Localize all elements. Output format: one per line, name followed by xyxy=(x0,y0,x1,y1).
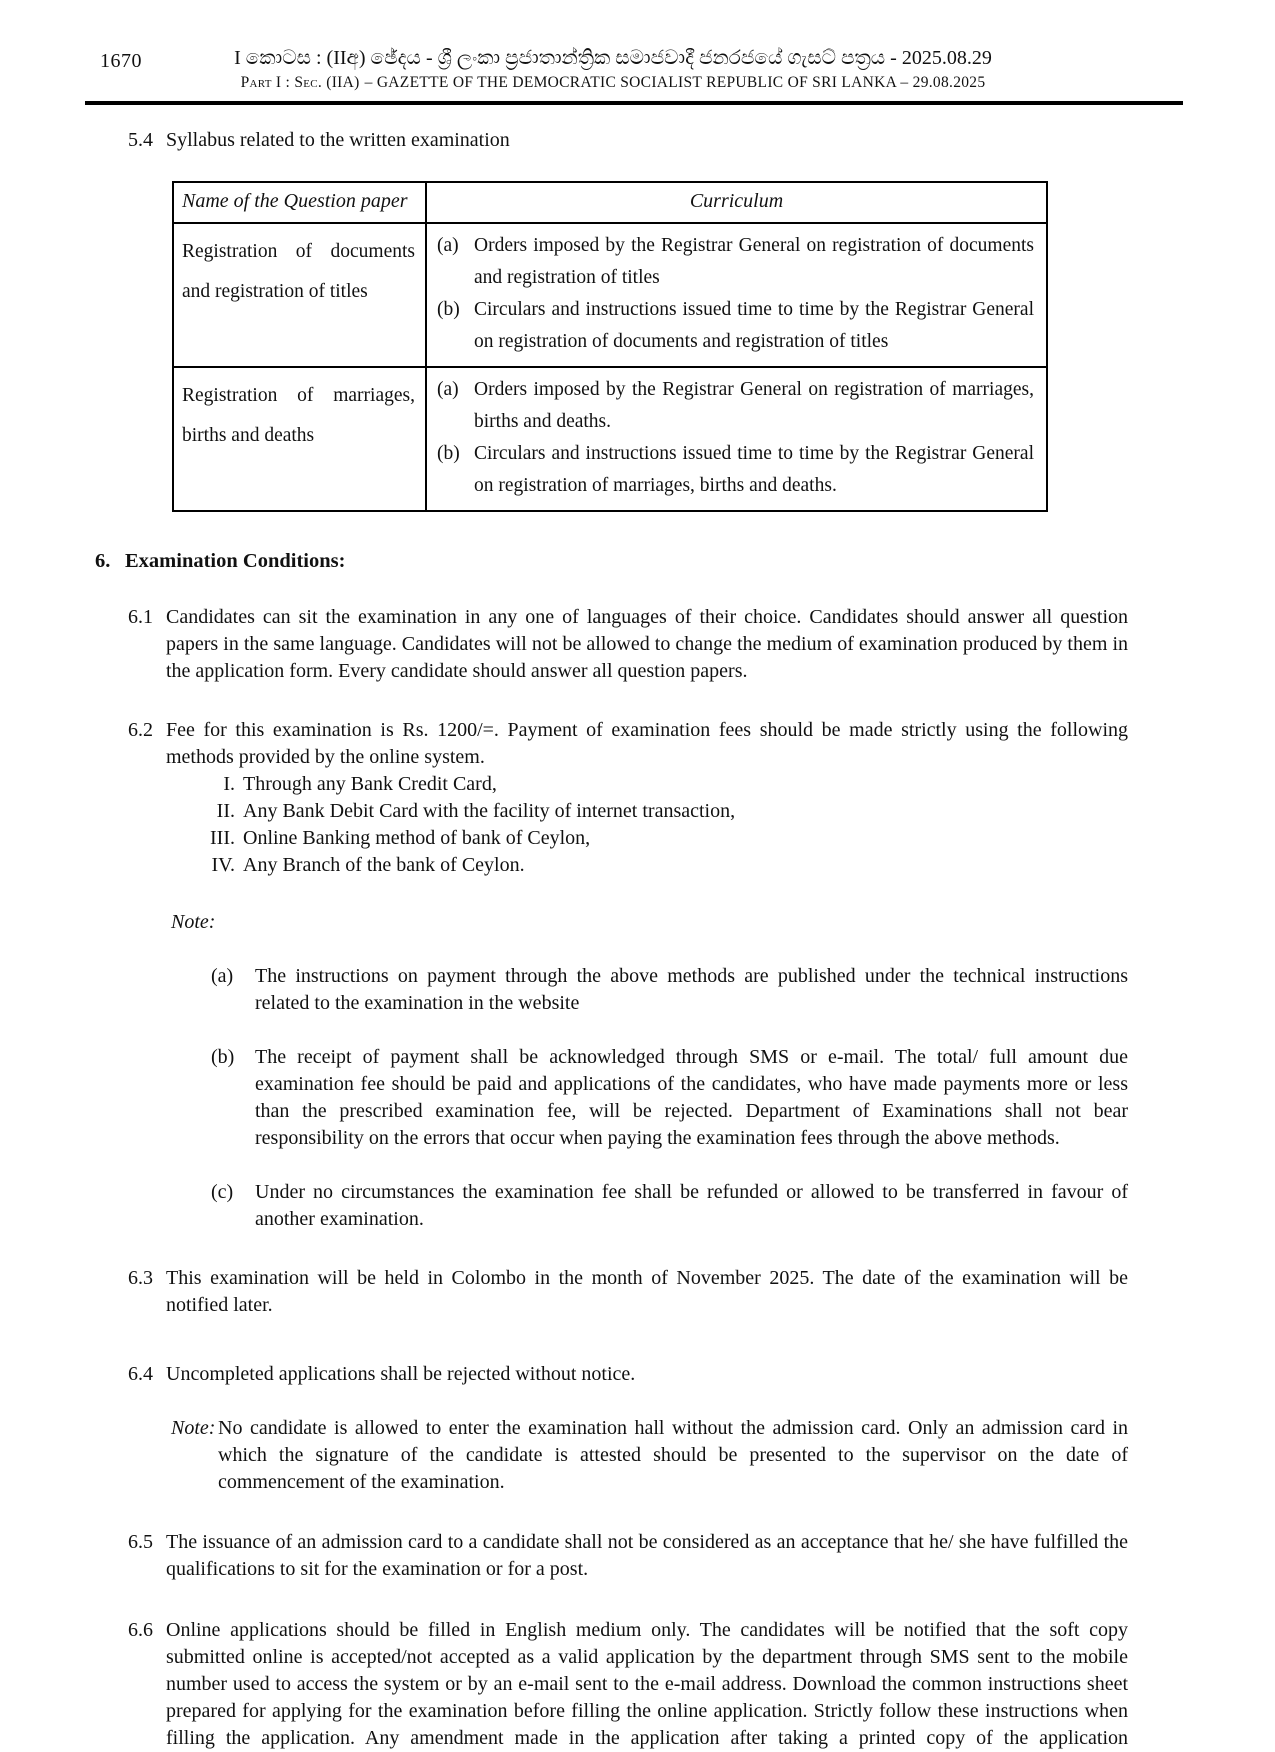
item-label: (a) xyxy=(437,235,459,256)
note-item-c xyxy=(98,1179,1128,1233)
item-label: (b) xyxy=(437,299,460,320)
clause-number: 6.6 xyxy=(128,1619,153,1641)
header-title-english xyxy=(98,72,1128,94)
item-label: (b) xyxy=(211,1046,235,1068)
method-text: Through any Bank Credit Card, xyxy=(243,773,497,795)
item-label: (a) xyxy=(437,379,459,400)
paper-name-cell: Registration of marriages, births and deaths xyxy=(173,367,426,511)
note-item-b xyxy=(98,1044,1128,1152)
curriculum-item xyxy=(437,374,1034,438)
roman-numeral: I. xyxy=(223,773,235,795)
item-text: Orders imposed by the Registrar General on registration of documents and registration of titles xyxy=(474,235,1034,288)
section-title: Syllabus related to the written examination xyxy=(166,129,510,151)
clause-text: This examination will be held in Colombo in the month of November 2025. The date of the examination will be notified later. xyxy=(166,1267,1128,1316)
clause-6-5 xyxy=(98,1529,1128,1583)
item-text: Orders imposed by the Registrar General on registration of marriages, births and deaths. xyxy=(474,379,1034,432)
section-6-heading xyxy=(95,548,1128,575)
clause-number: 6.5 xyxy=(128,1531,153,1553)
column-header-curriculum: Curriculum xyxy=(426,182,1047,223)
roman-numeral: III. xyxy=(210,827,235,849)
column-header-paper: Name of the Question paper xyxy=(173,182,426,223)
curriculum-item xyxy=(437,294,1034,358)
item-label: (a) xyxy=(211,965,234,987)
payment-method-item xyxy=(98,771,1128,798)
note-item-a xyxy=(98,963,1128,1017)
header-title-english-part: Part I : Sec. (IIA) xyxy=(240,74,360,91)
method-text: Online Banking method of bank of Ceylon, xyxy=(243,827,591,849)
item-label: (b) xyxy=(437,443,460,464)
curriculum-cell xyxy=(426,223,1047,367)
clause-6-4 xyxy=(98,1361,1128,1388)
clause-number: 6.4 xyxy=(128,1363,153,1385)
section-5-4-heading xyxy=(98,127,1128,154)
curriculum-cell xyxy=(426,367,1047,511)
clause-6-1 xyxy=(98,604,1128,685)
syllabus-table xyxy=(172,181,1048,512)
table-row xyxy=(173,367,1047,511)
note-heading: Note: xyxy=(171,911,216,933)
item-text: Under no circumstances the examination fee shall be refunded or allowed to be transferred in favour of another examination. xyxy=(255,1181,1128,1230)
roman-numeral: IV. xyxy=(211,854,235,876)
header-rule xyxy=(85,101,1183,105)
item-text: The receipt of payment shall be acknowledged through SMS or e-mail. The total/ full amount due examination fee should be paid and applications of the candidates, who have made payments more or less than the prescribed examination fee, will be rejected. Department of Examinations shall not bear responsibility on the errors that occur when paying the examination fees through the above methods. xyxy=(255,1046,1128,1149)
payment-method-item xyxy=(98,798,1128,825)
table-row xyxy=(173,223,1047,367)
header-title-sinhala: I කොටස : (IIඅ) ඡේදය - ශ්‍රී ලංකා ප්‍රජාතාන්ත්‍රික සමාජවාදී ජනරජයේ ගැසට් පත්‍රය - 2025.08.29 xyxy=(234,47,992,69)
note-label: Note: xyxy=(171,1417,216,1439)
clause-text: Uncompleted applications shall be rejected without notice. xyxy=(166,1363,636,1385)
page-header xyxy=(98,0,1128,105)
clause-text: Candidates can sit the examination in any one of languages of their choice. Candidates should answer all question papers in the same language. Candidates will not be allowed to change the medium of examination produced by them in the application form. Every candidate should answer all question papers. xyxy=(166,606,1128,682)
method-text: Any Branch of the bank of Ceylon. xyxy=(243,854,525,876)
clause-6-6 xyxy=(98,1617,1128,1752)
item-label: (c) xyxy=(211,1181,234,1203)
paper-name-cell: Registration of documents and registration of titles xyxy=(173,223,426,367)
roman-numeral: II. xyxy=(216,800,235,822)
payment-method-item xyxy=(98,852,1128,879)
item-text: Circulars and instructions issued time to time by the Registrar General on registration of marriages, births and deaths. xyxy=(474,443,1034,496)
note-6-4 xyxy=(98,1415,1128,1496)
table-header-row xyxy=(173,182,1047,223)
payment-method-item xyxy=(98,825,1128,852)
header-title-english-rest: – GAZETTE OF THE DEMOCRATIC SOCIALIST REPUBLIC OF SRI LANKA – 29.08.2025 xyxy=(364,74,986,91)
item-text: Circulars and instructions issued time to time by the Registrar General on registration of documents and registration of titles xyxy=(474,299,1034,352)
clause-number: 6.2 xyxy=(128,719,153,741)
header-titles xyxy=(98,44,1128,94)
clause-number: 6.3 xyxy=(128,1267,153,1289)
method-text: Any Bank Debit Card with the facility of internet transaction, xyxy=(243,800,736,822)
clause-text: The issuance of an admission card to a candidate shall not be considered as an acceptance that he/ she have fulfilled the qualifications to sit for the examination or for a post. xyxy=(166,1531,1128,1580)
clause-text: Fee for this examination is Rs. 1200/=. Payment of examination fees should be made strictly using the following methods provided by the online system. xyxy=(166,719,1128,768)
item-text: The instructions on payment through the above methods are published under the technical instructions related to the examination in the website xyxy=(255,965,1128,1014)
note-text: No candidate is allowed to enter the examination hall without the admission card. Only an admission card in which the signature of the candidate is attested should be presented to the supervisor on the date of commencement of the examination. xyxy=(218,1417,1128,1493)
clause-6-2 xyxy=(98,717,1128,771)
curriculum-item xyxy=(437,230,1034,294)
clause-text: Online applications should be filled in English medium only. The candidates will be notified that the soft copy submitted online is accepted/not accepted as a valid application by the department through SMS sent to the mobile number used to access the system or by an e-mail sent to the e-mail address. Download the common instructions sheet prepared for applying for the examination before filling the online application. Strictly follow these instructions when filling the application. Any amendment made in the application after taking a printed copy of the application xyxy=(166,1619,1128,1749)
section-number: 6. xyxy=(95,550,111,572)
clause-number: 6.1 xyxy=(128,606,153,628)
page-number: 1670 xyxy=(100,50,142,72)
clause-6-3 xyxy=(98,1265,1128,1319)
section-number: 5.4 xyxy=(128,129,153,151)
curriculum-item xyxy=(437,438,1034,502)
section-title: Examination Conditions: xyxy=(125,550,346,572)
